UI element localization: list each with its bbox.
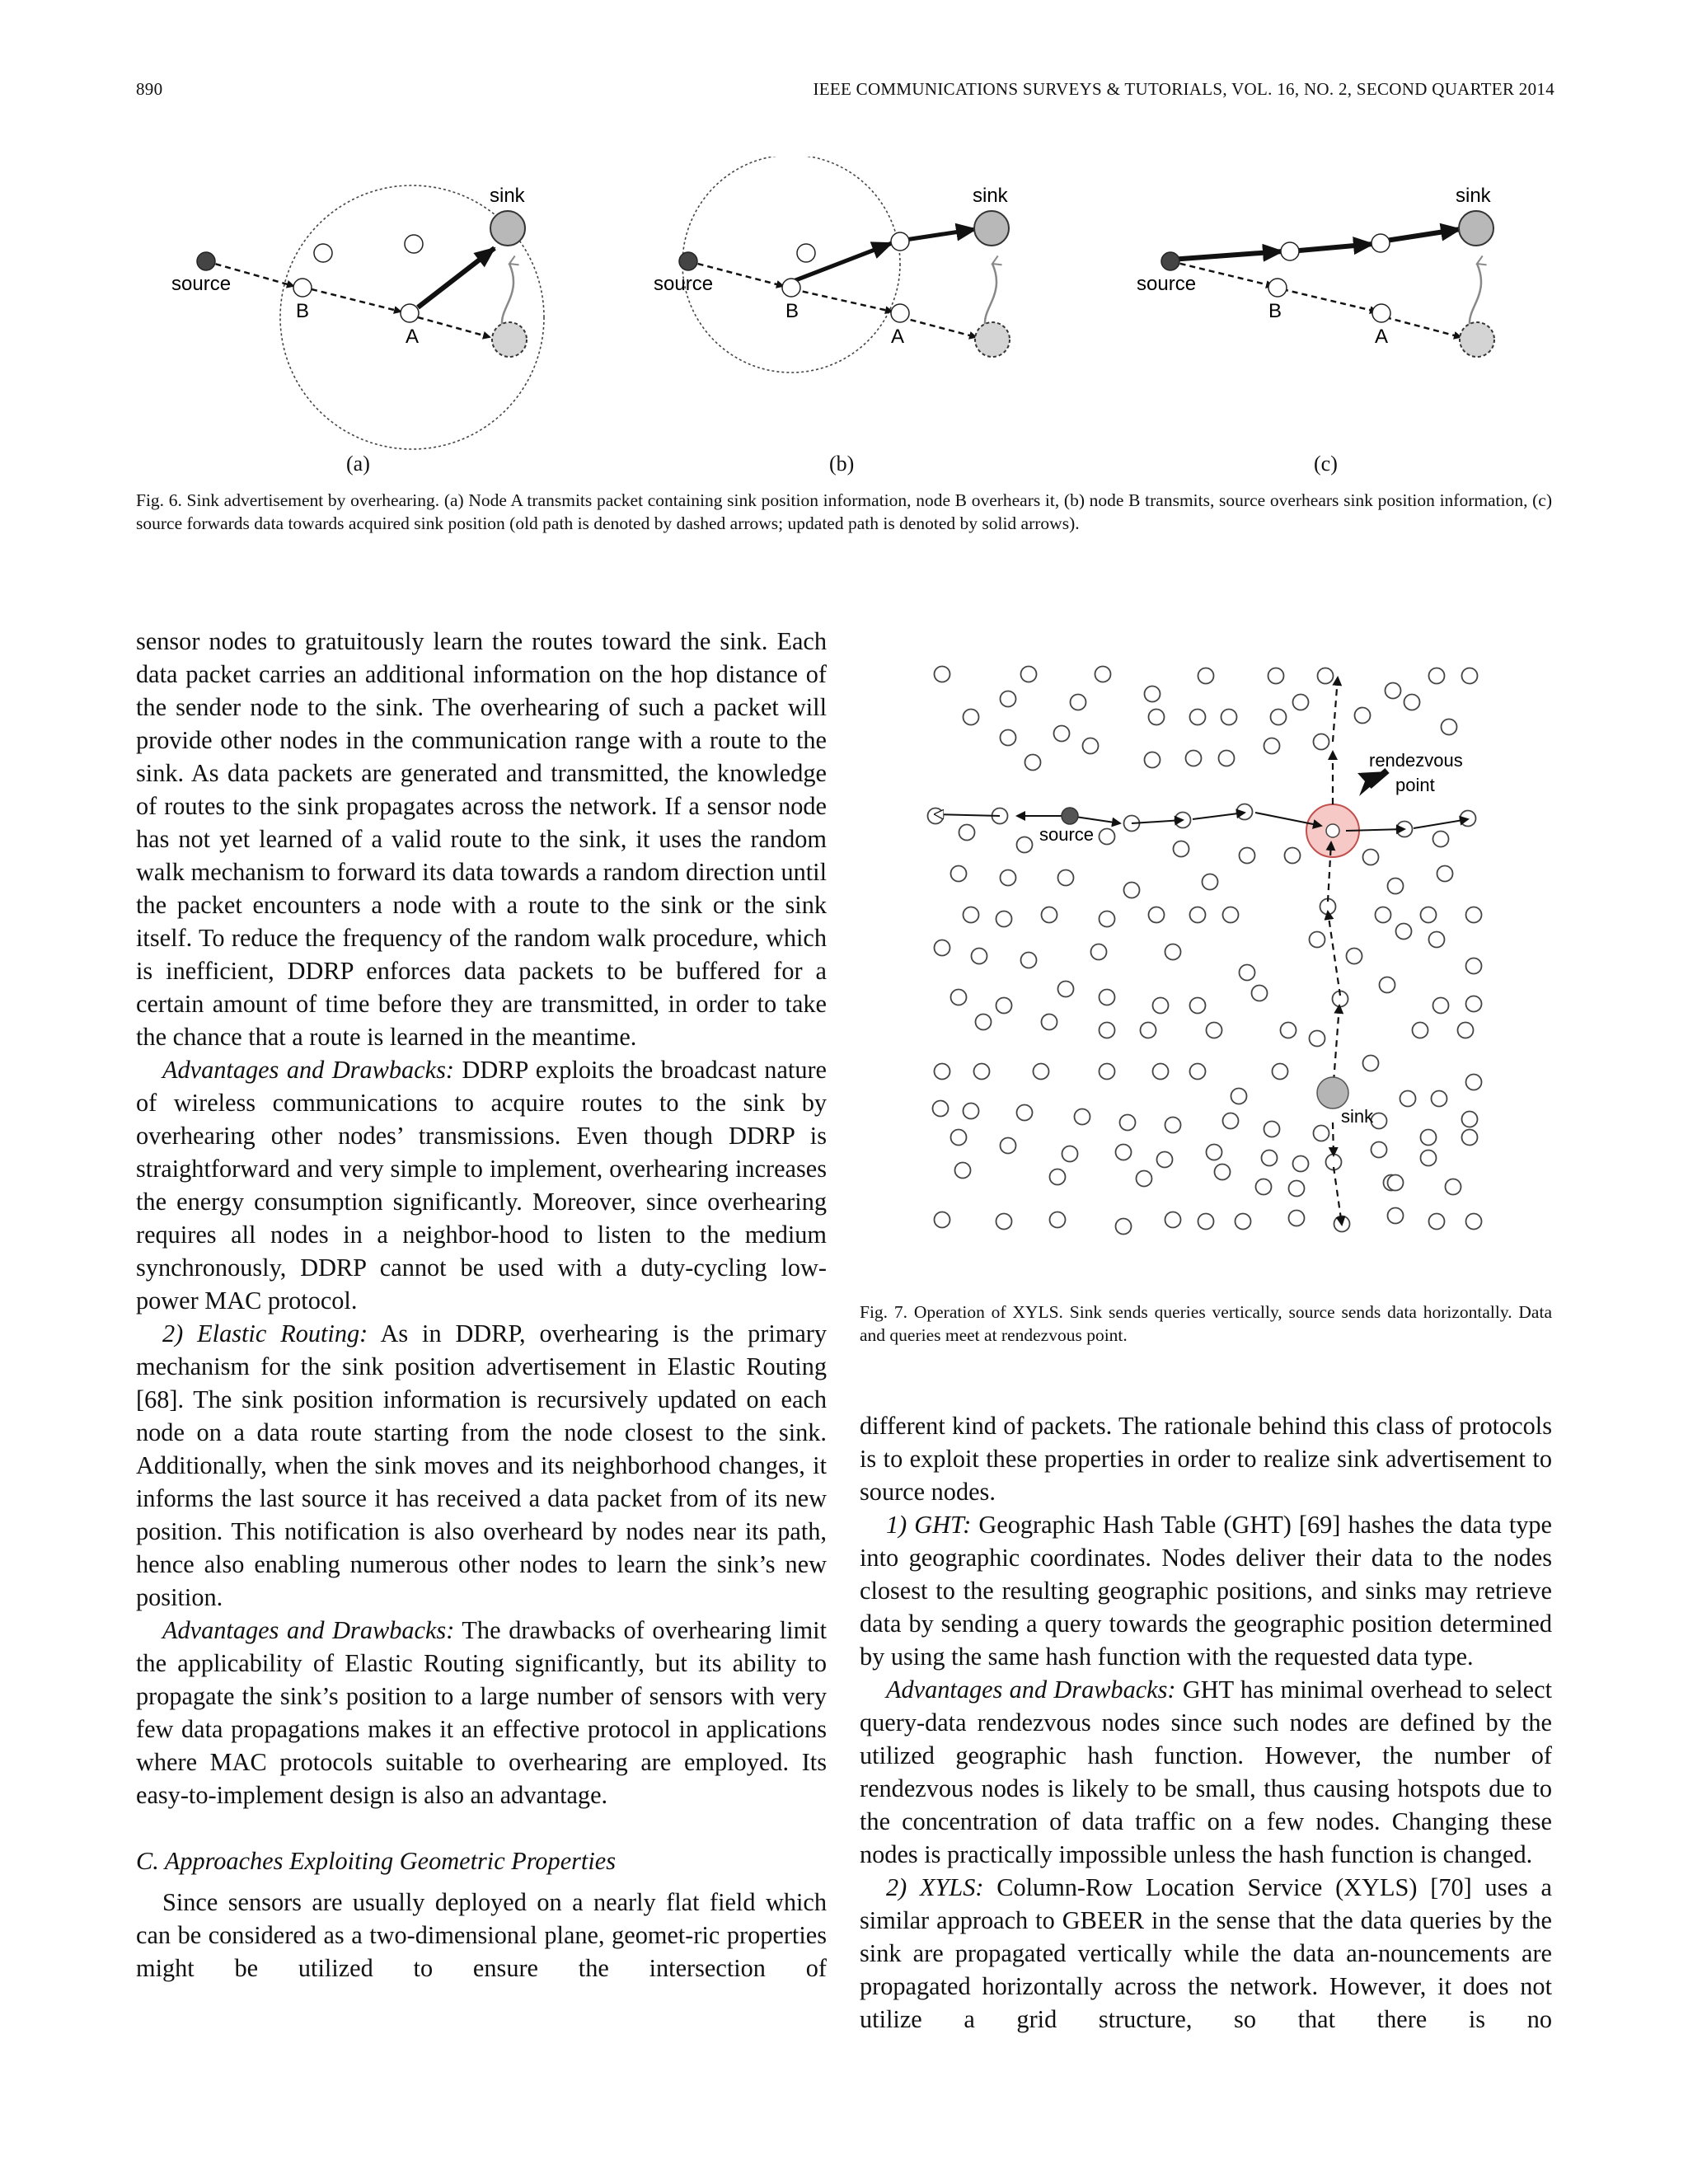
- sensor-node: [1293, 695, 1309, 710]
- sensor-node: [1153, 1064, 1169, 1080]
- sensor-node: [1396, 924, 1412, 940]
- sensor-node: [1363, 850, 1379, 865]
- sensor-node: [996, 998, 1012, 1014]
- sensor-node: [1021, 953, 1037, 968]
- run-in-heading: Advantages and Drawbacks:: [162, 1616, 455, 1644]
- subfigure-b: [654, 157, 1010, 373]
- sensor-node: [1462, 1130, 1478, 1146]
- sensor-node: [933, 1101, 949, 1117]
- sensor-node: [1310, 1031, 1325, 1047]
- sensor-node: [1095, 667, 1111, 682]
- sensor-node: [1240, 965, 1255, 981]
- sensor-node: [1386, 683, 1401, 699]
- sensor-node: [1256, 1179, 1272, 1195]
- sensor-node: [1442, 719, 1457, 735]
- sensor-node: [1100, 1023, 1115, 1038]
- sensor-node: [1285, 848, 1301, 864]
- sensor-node: [1075, 1109, 1090, 1125]
- sensor-node: [1017, 837, 1033, 853]
- sensor-node: [935, 667, 950, 682]
- left-column: [136, 625, 827, 1985]
- source-node: [1062, 808, 1078, 824]
- sensor-node: [1186, 751, 1202, 766]
- label-a: A: [1375, 326, 1389, 348]
- paragraph-text: GHT has minimal overhead to select query-data rendezvous nodes since such nodes are defined by the utilized geographic hash function. However, the number of rendezvous nodes is likely to be small, thus causing hotspots due to the concentration of data traffic on a few nodes. Changing these nodes is practically impossible unless the hash function is changed.: [860, 1675, 1552, 1868]
- sensor-node: [1273, 1064, 1288, 1080]
- sensor-node: [1314, 1126, 1329, 1141]
- label-source: source: [654, 273, 714, 295]
- paragraph-text: The drawbacks of overhearing limit the applicability of Elastic Routing significantly, but its ability to propagate the sink’s position to a large number of sensors with very few data propagations makes it an effective protocol in applications where MAC protocols suitable to overhearing are employed. Its easy-to-implement design is also an advantage.: [136, 1616, 827, 1809]
- run-in-heading: 1) GHT:: [886, 1511, 972, 1539]
- sensor-node: [1207, 1145, 1222, 1160]
- subfigure-label-a: (a): [346, 452, 370, 476]
- sensor-node: [976, 1015, 992, 1030]
- sensor-node: [964, 907, 979, 923]
- sensor-node: [1433, 832, 1449, 847]
- sensor-node: [1446, 1179, 1461, 1195]
- paragraph-text: Geographic Hash Table (GHT) [69] hashes the data type into geographic coordinates. Nodes deliver their data to the nodes closest to the resulting geographic positions, and sinks may retrieve data by sending a query towards the geographic position determined by using the same hash function with the requested data type.: [860, 1511, 1553, 1671]
- paragraph: [136, 1317, 827, 1614]
- sensor-node: [1058, 982, 1074, 997]
- sensor-node: [1083, 738, 1099, 754]
- sensor-node: [1221, 710, 1237, 725]
- label-a: A: [891, 326, 905, 348]
- sensor-node: [1466, 1214, 1482, 1230]
- sensor-node: [1116, 1145, 1132, 1160]
- sensor-node: [1042, 907, 1057, 923]
- run-in-heading: Advantages and Drawbacks:: [162, 1056, 454, 1084]
- sensor-node: [1429, 1214, 1445, 1230]
- sensor-node: [1289, 1181, 1305, 1197]
- sensor-node: [1190, 1064, 1206, 1080]
- sensor-node: [935, 1212, 950, 1228]
- sensor-node: [1461, 811, 1476, 827]
- sensor-node: [1293, 1156, 1309, 1172]
- sensor-node: [1124, 883, 1140, 898]
- sensor-node: [1137, 1171, 1152, 1187]
- figure-6-caption: Fig. 6. Sink advertisement by overhearing. (a) Node A transmits packet containing sink position information, node B overhears it, (b) node B transmits, source overhears sink position information, (c) source forwards data towards acquired sink position (old path is denoted by dashed arrows; updated path is denoted by solid arrows).: [136, 490, 1552, 533]
- run-in-heading: Advantages and Drawbacks:: [886, 1675, 1176, 1704]
- label-b: B: [785, 300, 799, 322]
- sink-node: [1317, 1077, 1348, 1108]
- sensor-node: [1050, 1169, 1066, 1185]
- sensor-node: [1001, 691, 1016, 707]
- sensor-node: [1145, 687, 1160, 702]
- sensor-node: [964, 1104, 979, 1119]
- sensor-node: [951, 866, 967, 882]
- sensor-node: [1001, 730, 1016, 746]
- label-b: B: [296, 300, 310, 322]
- sensor-node: [1198, 1214, 1214, 1230]
- label-a: A: [406, 326, 420, 348]
- label-sink: sink: [973, 185, 1008, 207]
- sensor-node: [1466, 907, 1482, 923]
- sensor-node: [1466, 958, 1482, 974]
- sensor-node: [996, 1214, 1012, 1230]
- sensor-node: [1058, 870, 1074, 886]
- sensor-node: [1017, 1105, 1033, 1121]
- sensor-node: [1372, 1142, 1387, 1158]
- sensor-node: [1429, 668, 1445, 684]
- sensor-node: [1268, 668, 1284, 684]
- sensor-node: [1314, 734, 1329, 750]
- sensor-node: [1071, 695, 1086, 710]
- page-number: 890: [136, 79, 163, 99]
- sensor-node: [1174, 841, 1189, 857]
- paragraph: [136, 1053, 827, 1317]
- sensor-node: [1252, 986, 1268, 1001]
- sensor-node: [928, 808, 944, 824]
- sensor-node: [1190, 710, 1206, 725]
- sensor-node: [1223, 1113, 1239, 1129]
- sensor-node: [959, 825, 975, 841]
- sensor-node: [1462, 668, 1478, 684]
- sensor-node: [1433, 998, 1449, 1014]
- label-source: source: [1137, 273, 1197, 295]
- sensor-node: [1363, 1056, 1379, 1071]
- sensor-node: [1240, 848, 1255, 864]
- sensor-node: [1429, 932, 1445, 948]
- sensor-node: [1262, 1151, 1278, 1166]
- sensor-node: [1001, 1138, 1016, 1154]
- sensor-node: [1421, 1130, 1437, 1146]
- sensor-node: [1001, 870, 1016, 886]
- sensor-node: [1421, 907, 1437, 923]
- sensor-node: [1190, 907, 1206, 923]
- run-in-heading: 2) Elastic Routing:: [162, 1319, 368, 1347]
- sensor-node: [1388, 879, 1404, 894]
- paragraph-text: DDRP exploits the broadcast nature of wireless communications to acquire routes to the sink by overhearing other nodes’ transmissions. Even though DDRP is straightforward and very simple to implement, overhearing increases the energy consumption significantly. Moreover, since overhearing requires all nodes in a neighbor-hood to listen to the medium synchronously, DDRP cannot be used with a duty-cycling low-power MAC protocol.: [136, 1056, 828, 1315]
- paragraph: [860, 1871, 1552, 2036]
- sensor-node: [974, 1064, 990, 1080]
- sensor-node: [964, 710, 979, 725]
- sensor-node: [1237, 804, 1253, 820]
- sensor-node: [1388, 1208, 1404, 1224]
- subfigure-c: [1137, 185, 1494, 357]
- sensor-node: [1157, 1152, 1173, 1168]
- sensor-node: [1203, 874, 1218, 890]
- sensor-node: [1318, 668, 1334, 684]
- sensor-node: [1437, 866, 1453, 882]
- sensor-node: [972, 949, 987, 964]
- label-point: point: [1395, 775, 1435, 795]
- figure-7-caption: Fig. 7. Operation of XYLS. Sink sends queries vertically, source sends data horizontally. Data and queries meet at rendezvous point.: [860, 1302, 1552, 1345]
- sensor-node: [1198, 668, 1214, 684]
- label-sink: sink: [1341, 1106, 1374, 1127]
- sensor-node: [1458, 1023, 1474, 1038]
- sensor-node: [1231, 1089, 1247, 1104]
- sink-node: [490, 211, 525, 246]
- sensor-node: [1219, 751, 1235, 766]
- sensor-node: [1281, 1023, 1296, 1038]
- sensor-node: [1190, 998, 1206, 1014]
- label-sink: sink: [490, 185, 525, 207]
- paragraph: Since sensors are usually deployed on a nearly flat field which can be considered as a two-dimensional plane, geomet-ric properties might be utilized to ensure the intersection of: [136, 1888, 827, 1982]
- paragraph: [860, 1673, 1552, 1871]
- label-rendezvous: rendezvous: [1369, 750, 1463, 771]
- sensor-node: [1050, 1212, 1066, 1228]
- sensor-node: [1153, 998, 1169, 1014]
- sensor-node: [1271, 710, 1287, 725]
- sensor-node: [996, 912, 1012, 927]
- label-source: source: [1039, 824, 1095, 845]
- sensor-node: [1466, 1075, 1482, 1090]
- sensor-node: [951, 1130, 967, 1146]
- sensor-node: [1145, 752, 1160, 768]
- paragraph-text: As in DDRP, overhearing is the primary mechanism for the sink position advertisement in Elastic Routing [68]. The sink position information is recursively updated on each node on a data route starting from the node closest to the sink. Additionally, when the sink moves and its neighborhood changes, it informs the last source it has received a data packet from of its new position. This notification is also overheard by nodes near its path, hence also enabling numerous other nodes to learn the sink’s new position.: [136, 1319, 828, 1611]
- sensor-node: [1165, 944, 1181, 960]
- sensor-node: [1264, 1122, 1280, 1137]
- running-header: IEEE COMMUNICATIONS SURVEYS & TUTORIALS, VOL. 16, NO. 2, SECOND QUARTER 2014: [813, 79, 1554, 99]
- sensor-node: [1289, 1211, 1305, 1226]
- sensor-node: [1404, 695, 1420, 710]
- sensor-node: [1355, 708, 1371, 724]
- sensor-node: [1149, 710, 1165, 725]
- sensor-node: [1310, 932, 1325, 948]
- subfigure-a: [171, 185, 544, 449]
- sensor-node: [1413, 1023, 1428, 1038]
- sensor-node: [1264, 738, 1280, 754]
- subfigure-label-c: (c): [1314, 452, 1338, 476]
- sensor-node: [955, 1163, 971, 1179]
- paragraph: sensor nodes to gratuitously learn the routes toward the sink. Each data packet carries an additional information on the hop distance of the sender node to the sink. The overhearing of such a packet will provide other nodes in the communication range with a route to the sink. As data packets are generated and transmitted, the knowledge of routes to the sink propagates across the network. If a sensor node has not yet learned of a valid route to the sink, it uses the random walk mechanism to forward its data towards a random direction until the packet encounters a node with a route to the sink or the sink itself. To reduce the frequency of the random walk procedure, which is inefficient, DDRP enforces data packets to be buffered for a certain amount of time before they are transmitted, in order to take the chance that a route is learned in the meantime.: [136, 627, 827, 1051]
- label-b: B: [1268, 300, 1282, 322]
- sensor-node: [1141, 1023, 1156, 1038]
- sensor-node: [1100, 990, 1115, 1005]
- sensor-node: [1100, 1064, 1115, 1080]
- figure-7: [860, 643, 1552, 1269]
- sensor-node: [1165, 1212, 1181, 1228]
- sensor-node: [1462, 1112, 1478, 1127]
- label-source: source: [171, 273, 232, 295]
- figure-6: [132, 157, 1556, 486]
- paragraph-text: Column-Row Location Service (XYLS) [70] uses a similar approach to GBEER in the sense that the data queries by the sink are propagated vertically while the data an-nouncements are propagated horizontally across the network. However, it does not utilize a grid structure, so that there is no: [860, 1873, 1552, 2033]
- sensor-node: [935, 940, 950, 956]
- sensor-node: [1034, 1064, 1049, 1080]
- run-in-heading: 2) XYLS:: [886, 1873, 984, 1901]
- sensor-node: [1347, 949, 1362, 964]
- section-heading: C. Approaches Exploiting Geometric Properties: [136, 1847, 617, 1875]
- sensor-node: [1215, 1165, 1231, 1180]
- paragraph: different kind of packets. The rationale behind this class of protocols is to exploit these properties in order to realize sink advertisement to source nodes.: [860, 1412, 1552, 1506]
- sensor-node: [1149, 907, 1165, 923]
- sensor-node: [1236, 1214, 1251, 1230]
- sensor-node: [1372, 1113, 1387, 1129]
- sensor-node: [1100, 829, 1115, 845]
- label-sink: sink: [1456, 185, 1491, 207]
- sensor-node: [1116, 1219, 1132, 1235]
- sensor-node: [1021, 667, 1037, 682]
- subfigure-label-b: (b): [829, 452, 855, 476]
- sensor-node: [1054, 726, 1070, 742]
- sensor-node: [1388, 1175, 1404, 1191]
- sensor-node: [1466, 996, 1482, 1012]
- sensor-node: [1223, 907, 1239, 923]
- sensor-node: [1042, 1015, 1057, 1030]
- sensor-node: [1376, 907, 1391, 923]
- sensor-node: [1120, 1115, 1136, 1131]
- sensor-node: [1207, 1023, 1222, 1038]
- sensor-node: [1062, 1146, 1078, 1162]
- sensor-node: [1091, 944, 1107, 960]
- sensor-node: [935, 1064, 950, 1080]
- source-node: [197, 252, 215, 270]
- right-column: [860, 1409, 1552, 2036]
- sensor-node: [1400, 1091, 1416, 1107]
- sensor-node: [1025, 755, 1041, 771]
- sensor-node: [1165, 1118, 1181, 1133]
- sensor-node: [1100, 912, 1115, 927]
- paragraph: [136, 1614, 827, 1811]
- paragraph: [860, 1508, 1552, 1673]
- sensor-node: [1432, 1091, 1447, 1107]
- sensor-node: [1421, 1151, 1437, 1166]
- sensor-node: [1380, 977, 1395, 993]
- sensor-node: [951, 990, 967, 1005]
